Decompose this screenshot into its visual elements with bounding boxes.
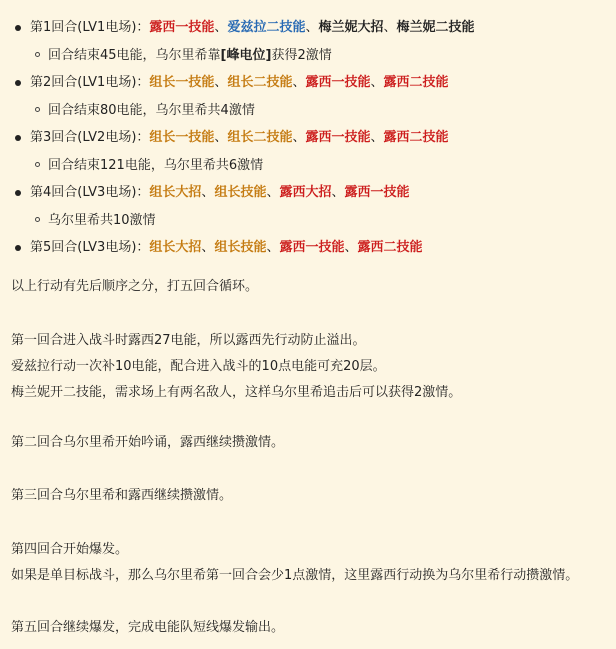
round-label: 第4回合(LV3电场)： bbox=[30, 185, 150, 200]
skill: 露西一技能 bbox=[305, 130, 371, 145]
skill: 露西二技能 bbox=[383, 75, 449, 90]
round-label: 第1回合(LV1电场)： bbox=[30, 20, 150, 35]
skill: 露西一技能 bbox=[149, 20, 215, 35]
skill: 组长大招 bbox=[149, 240, 202, 255]
skill: 梅兰妮大招 bbox=[318, 20, 384, 35]
round-line bbox=[30, 234, 423, 262]
separator: 、 bbox=[370, 130, 384, 145]
round-line bbox=[30, 14, 475, 42]
paragraph: 如果是单目标战斗，那么乌尔里希第一回合会少1点激情，这里露西行动换为乌尔里希行动攒激情。 bbox=[11, 568, 579, 583]
bullet-icon bbox=[15, 190, 21, 196]
paragraph: 以上行动有先后顺序之分，打五回合循环。 bbox=[11, 279, 259, 294]
round-line bbox=[30, 69, 449, 97]
skill: 爱兹拉二技能 bbox=[227, 20, 306, 35]
round-note: 回合结束121电能，乌尔里希共6激情 bbox=[48, 158, 264, 173]
list-item-round-4 bbox=[0, 179, 616, 234]
paragraph: 爱兹拉行动一次补10电能，配合进入战斗的10点电能可充20层。 bbox=[11, 359, 386, 374]
separator: 、 bbox=[201, 240, 215, 255]
note-bold: [峰电位] bbox=[220, 48, 272, 63]
round-label: 第5回合(LV3电场)： bbox=[30, 240, 150, 255]
skill: 组长大招 bbox=[149, 185, 202, 200]
paragraph: 第四回合开始爆发。 bbox=[11, 542, 129, 557]
separator: 、 bbox=[292, 75, 306, 90]
separator: 、 bbox=[370, 75, 384, 90]
separator: 、 bbox=[266, 185, 280, 200]
list-item-round-3 bbox=[0, 124, 616, 179]
separator: 、 bbox=[331, 185, 345, 200]
round-note bbox=[48, 42, 332, 69]
note-text: 获得2激情 bbox=[271, 48, 332, 63]
separator: 、 bbox=[266, 240, 280, 255]
list-item-round-1 bbox=[0, 14, 616, 69]
skill: 露西一技能 bbox=[344, 185, 410, 200]
list-item-round-2 bbox=[0, 69, 616, 124]
round-note: 回合结束80电能，乌尔里希共4激情 bbox=[48, 103, 255, 118]
sub-bullet-icon bbox=[35, 217, 40, 222]
bullet-icon bbox=[15, 245, 21, 251]
bullet-icon bbox=[15, 135, 21, 141]
list-item-round-5 bbox=[0, 234, 616, 262]
paragraph: 第五回合继续爆发，完成电能队短线爆发输出。 bbox=[11, 620, 285, 635]
paragraph: 第一回合进入战斗时露西27电能，所以露西先行动防止溢出。 bbox=[11, 333, 366, 348]
paragraph: 第三回合乌尔里希和露西继续攒激情。 bbox=[11, 488, 233, 503]
round-note: 乌尔里希共10激情 bbox=[48, 213, 156, 228]
skill: 露西二技能 bbox=[357, 240, 423, 255]
skill: 组长技能 bbox=[214, 185, 267, 200]
round-line bbox=[30, 124, 449, 152]
note-text: 回合结束45电能，乌尔里希靠 bbox=[48, 48, 221, 63]
separator: 、 bbox=[344, 240, 358, 255]
round-label: 第3回合(LV2电场)： bbox=[30, 130, 150, 145]
round-label: 第2回合(LV1电场)： bbox=[30, 75, 150, 90]
skill: 梅兰妮二技能 bbox=[396, 20, 475, 35]
skill: 组长技能 bbox=[214, 240, 267, 255]
separator: 、 bbox=[214, 75, 228, 90]
round-line bbox=[30, 179, 410, 207]
skill: 露西一技能 bbox=[279, 240, 345, 255]
skill: 组长二技能 bbox=[227, 130, 293, 145]
skill: 组长一技能 bbox=[149, 130, 215, 145]
skill: 组长二技能 bbox=[227, 75, 293, 90]
sub-bullet-icon bbox=[35, 52, 40, 57]
skill: 露西二技能 bbox=[383, 130, 449, 145]
separator: 、 bbox=[214, 20, 228, 35]
sub-bullet-icon bbox=[35, 107, 40, 112]
skill: 露西大招 bbox=[279, 185, 332, 200]
separator: 、 bbox=[383, 20, 397, 35]
round-list bbox=[0, 14, 616, 262]
separator: 、 bbox=[292, 130, 306, 145]
separator: 、 bbox=[201, 185, 215, 200]
skill: 组长一技能 bbox=[149, 75, 215, 90]
paragraph: 梅兰妮开二技能，需求场上有两名敌人，这样乌尔里希追击后可以获得2激情。 bbox=[11, 385, 462, 400]
paragraph: 第二回合乌尔里希开始吟诵，露西继续攒激情。 bbox=[11, 435, 285, 450]
skill: 露西一技能 bbox=[305, 75, 371, 90]
separator: 、 bbox=[214, 130, 228, 145]
separator: 、 bbox=[305, 20, 319, 35]
sub-bullet-icon bbox=[35, 162, 40, 167]
bullet-icon bbox=[15, 25, 21, 31]
bullet-icon bbox=[15, 80, 21, 86]
